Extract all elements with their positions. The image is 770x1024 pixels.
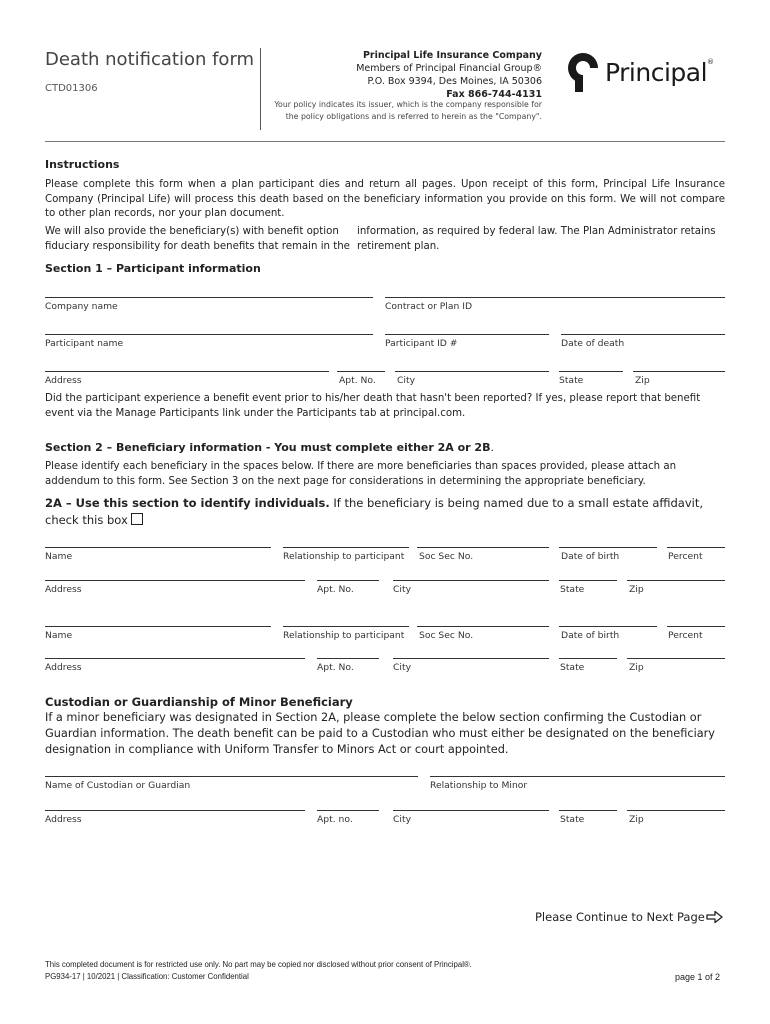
custodian-apt-label: Apt. no. [317, 814, 353, 825]
section2a-heading [45, 495, 725, 529]
issuer-note-line2: the policy obligations and is referred to herein as the "Company". [285, 112, 542, 121]
section2-heading-dot: . [490, 441, 494, 454]
logo-text: Principal [605, 57, 708, 87]
ben1-address-field[interactable] [45, 580, 305, 581]
footer-form-info: PG934-17 | 10/2021 | Classification: Customer Confidential [45, 972, 249, 981]
custodian-address-label: Address [45, 814, 82, 825]
company-members: Members of Principal Financial Group® [356, 63, 542, 74]
zip-label: Zip [635, 375, 650, 386]
ben1-relationship-field[interactable] [283, 547, 409, 548]
ben1-percent-field[interactable] [667, 547, 725, 548]
continue-text: Please Continue to Next Page [535, 910, 705, 924]
participant-name-label: Participant name [45, 338, 124, 349]
ben2-state-field[interactable] [559, 658, 617, 659]
ben2-apt-label: Apt. No. [317, 662, 354, 673]
instructions-para2-left: We will also provide the beneficiary(s) with benefit option fiduciary responsibility for death benefits that remain in the [45, 226, 350, 252]
ben1-ssn-label: Soc Sec No. [419, 551, 474, 562]
ben1-percent-label: Percent [668, 551, 703, 562]
small-estate-checkbox[interactable] [131, 513, 143, 525]
custodian-para: If a minor beneficiary was designated in Section 2A, please complete the below section confirming the Custodian or Guardian information. The death benefit can be paid to a Custodian who must either be designated on the beneficiary designation in compliance with Uniform Transfer to Minors Act or court appointed. [45, 711, 715, 756]
footer-restricted: This completed document is for restricted use only. No part may be copied nor disclosed without prior consent of Principal®. [45, 960, 472, 969]
ben1-ssn-field[interactable] [417, 547, 549, 548]
address-field[interactable] [45, 371, 329, 372]
custodian-zip-label: Zip [629, 814, 644, 825]
principal-logo-icon [566, 51, 600, 93]
custodian-state-field[interactable] [559, 810, 617, 811]
ben2-zip-field[interactable] [627, 658, 725, 659]
city-label: City [397, 375, 416, 386]
custodian-relationship-field[interactable] [430, 776, 725, 777]
custodian-relationship-label: Relationship to Minor [430, 780, 528, 791]
ben2-dob-label: Date of birth [561, 630, 620, 641]
state-label: State [559, 375, 584, 386]
arrow-right-icon [706, 910, 724, 924]
header-divider [260, 48, 261, 130]
custodian-heading: Custodian or Guardianship of Minor Beneficiary [45, 695, 353, 709]
ben2-apt-field[interactable] [317, 658, 379, 659]
ben1-dob-label: Date of birth [561, 551, 620, 562]
section2-heading-text: Section 2 – Beneficiary information - You must complete either 2A or 2B [45, 441, 491, 454]
issuer-note [274, 99, 542, 123]
instructions-para2-right: information, as required by federal law. The Plan Administrator retains retirement plan. [357, 226, 716, 252]
ben1-name-label: Name [45, 551, 73, 562]
logo-reg: ® [707, 57, 714, 66]
date-of-death-field[interactable] [561, 334, 725, 335]
ben2-ssn-label: Soc Sec No. [419, 630, 474, 641]
issuer-note-line1: Your policy indicates its issuer, which is the company responsible for [274, 100, 542, 109]
ben2-city-label: City [393, 662, 412, 673]
ben2-address-field[interactable] [45, 658, 305, 659]
instructions-para1: Please complete this form when a plan participant dies and return all pages. Upon receipt of this form, Principal Life Insurance Company (Principal Life) will process this death based on the beneficiary information you provide on this form. We will not compare to other plan records, nor your plan document. [45, 179, 725, 219]
section2a-bold: 2A – Use this section to identify individuals. [45, 496, 330, 510]
contract-id-label: Contract or Plan ID [385, 301, 473, 312]
ben1-state-label: State [560, 584, 585, 595]
ben1-zip-field[interactable] [627, 580, 725, 581]
ben2-ssn-field[interactable] [417, 626, 549, 627]
participant-name-field[interactable] [45, 334, 373, 335]
benefit-event-question: Did the participant experience a benefit event prior to his/her death that hasn't been reported? If yes, please report that benefit event via the Manage Participants link under the Participants tab at principal.com. [45, 393, 701, 419]
ben2-relationship-label: Relationship to participant [283, 630, 405, 641]
custodian-state-label: State [560, 814, 585, 825]
custodian-name-label: Name of Custodian or Guardian [45, 780, 191, 791]
header-rule [45, 141, 725, 142]
section2-heading [45, 441, 494, 454]
company-name: Principal Life Insurance Company [362, 50, 542, 61]
ben2-name-label: Name [45, 630, 73, 641]
ben1-address-label: Address [45, 584, 82, 595]
principal-logo [566, 50, 714, 94]
contract-id-field[interactable] [385, 297, 725, 298]
ben2-zip-label: Zip [629, 662, 644, 673]
section2-intro: Please identify each beneficiary in the spaces below. If there are more beneficiaries than spaces provided, please attach an addendum to this form. See Section 3 on the next page for considerations in determining the appropriate beneficiary. [45, 461, 677, 487]
company-name-field[interactable] [45, 297, 373, 298]
ben2-city-field[interactable] [393, 658, 549, 659]
ben1-dob-field[interactable] [559, 547, 657, 548]
company-address: P.O. Box 9394, Des Moines, IA 50306 [367, 76, 542, 87]
custodian-apt-field[interactable] [317, 810, 379, 811]
logo-wordmark [605, 58, 714, 87]
custodian-city-label: City [393, 814, 412, 825]
ben2-name-field[interactable] [45, 626, 271, 627]
ben1-zip-label: Zip [629, 584, 644, 595]
address-label: Address [45, 375, 82, 386]
ben1-apt-label: Apt. No. [317, 584, 354, 595]
section1-heading: Section 1 – Participant information [45, 262, 261, 275]
company-info [356, 49, 542, 101]
ben1-state-field[interactable] [559, 580, 617, 581]
custodian-city-field[interactable] [393, 810, 549, 811]
ben1-relationship-label: Relationship to participant [283, 551, 405, 562]
zip-field[interactable] [633, 371, 725, 372]
page-title: Death notification form [45, 49, 255, 70]
company-fax: Fax 866-744-4131 [446, 89, 542, 100]
continue-next-page [535, 910, 724, 924]
ben1-city-field[interactable] [393, 580, 549, 581]
custodian-address-field[interactable] [45, 810, 305, 811]
footer-page-number: page 1 of 2 [674, 972, 720, 982]
form-code: CTD01306 [45, 83, 98, 94]
participant-id-field[interactable] [385, 334, 549, 335]
ben2-relationship-field[interactable] [283, 626, 409, 627]
ben2-address-label: Address [45, 662, 82, 673]
ben2-percent-label: Percent [668, 630, 703, 641]
company-name-label: Company name [45, 301, 118, 312]
ben2-percent-field[interactable] [667, 626, 725, 627]
section2a-rest: If the beneficiary is being named due to a small estate affidavit, check this box [45, 496, 703, 527]
city-field[interactable] [395, 371, 549, 372]
participant-id-label: Participant ID # [385, 338, 458, 349]
instructions-heading: Instructions [45, 158, 120, 171]
state-field[interactable] [559, 371, 623, 372]
apt-field[interactable] [337, 371, 385, 372]
ben1-name-field[interactable] [45, 547, 271, 548]
ben1-apt-field[interactable] [317, 580, 379, 581]
custodian-zip-field[interactable] [627, 810, 725, 811]
date-of-death-label: Date of death [561, 338, 625, 349]
ben2-dob-field[interactable] [559, 626, 657, 627]
ben1-city-label: City [393, 584, 412, 595]
ben2-state-label: State [560, 662, 585, 673]
custodian-name-field[interactable] [45, 776, 418, 777]
apt-label: Apt. No. [339, 375, 376, 386]
